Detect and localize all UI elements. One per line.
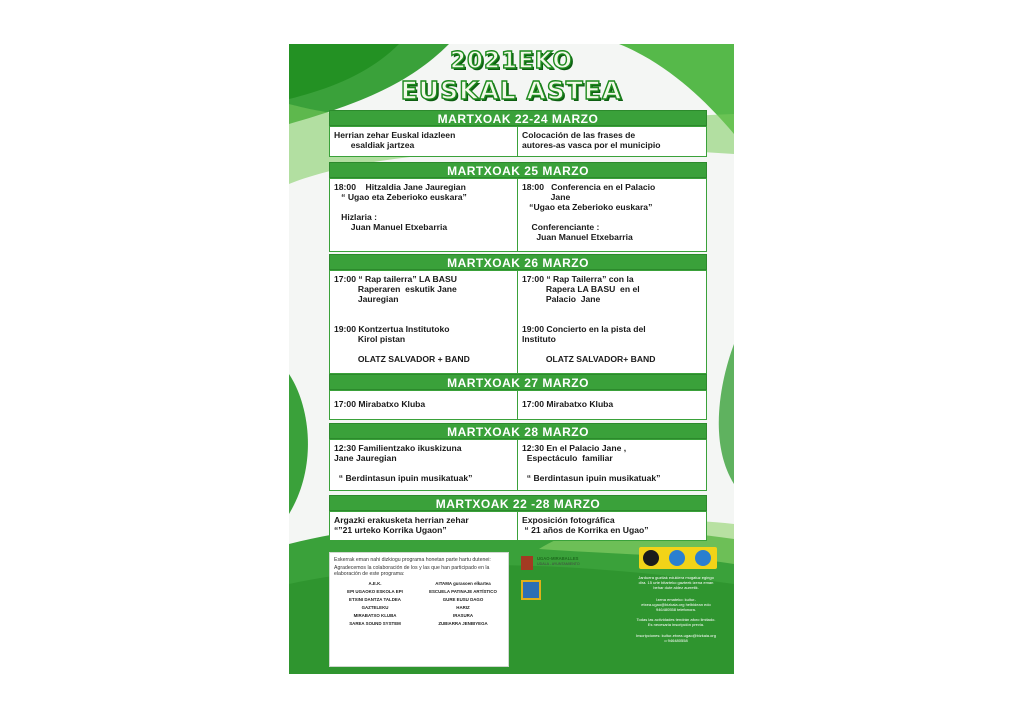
event-line: Juan Manuel Etxebarria	[522, 232, 633, 242]
notice-contact-es: Inscripciones: kultur-etxea.ugao@bizkaia.org o 946480558	[636, 633, 716, 643]
collaborators-list	[334, 581, 504, 626]
event-line: Raperaren eskutik Jane	[334, 284, 457, 294]
collaborator: EPI UGAOKO ESKOLA EPI	[347, 589, 403, 594]
event-line: 12:30 En el Palacio Jane ,	[522, 443, 627, 453]
day-header: MARTXOAK 22 -28 MARZO	[329, 495, 707, 511]
event-line: “Ugao eta Zeberioko euskara”	[522, 202, 653, 212]
collaborator: SAREA SOUND SYSTEM	[349, 621, 401, 626]
sponsor-logos	[521, 554, 593, 610]
collaborator: ETXINI DANTZA TALDEA	[349, 597, 401, 602]
safety-pictograms	[639, 547, 717, 569]
event-line: “”21 urteko Korrika Ugaon”	[334, 525, 447, 535]
collaborator: ZUBIARRA JENBIYEGA	[438, 621, 488, 626]
poster-title-year: 2021EKO	[449, 48, 574, 74]
event-line: 17:00 “ Rap Tailerra” con la	[522, 274, 634, 284]
event-line: Instituto	[522, 334, 556, 344]
event-basque	[330, 391, 518, 419]
event-row	[329, 511, 707, 541]
event-line: 17:00 Mirabatxo Kluba	[522, 399, 614, 409]
event-line: 18:00 Conferencia en el Palacio	[522, 182, 656, 192]
event-line: Espectáculo familiar	[522, 453, 613, 463]
event-line: “ Berdintasun ipuin musikatuak”	[334, 473, 473, 483]
event-line: 17:00 Mirabatxo Kluba	[334, 399, 426, 409]
event-row	[329, 178, 707, 252]
event-spanish	[518, 127, 706, 156]
covid-notice	[629, 547, 717, 667]
notice-text-eu: Jarduera guztiak edukiera mugatuz egingo dira. 15 urte bitarteko gazteek izena eman behar dute aldez aurretik.	[638, 575, 714, 590]
poster-title: EUSKAL ASTEA	[400, 76, 623, 105]
event-line: Argazki erakusketa herrian zehar	[334, 515, 469, 525]
hand-wash-icon	[669, 550, 685, 566]
event-line: 17:00 “ Rap tailerra” LA BASU	[334, 274, 457, 284]
event-line: Herrian zehar Euskal idazleen	[334, 130, 456, 140]
event-spanish	[518, 512, 706, 540]
council-subtitle: UDALA - AYUNTAMIENTO	[537, 562, 580, 566]
council-name: UGAO-MIRABALLES	[537, 556, 579, 561]
event-spanish	[518, 391, 706, 419]
collaborator: A.E.K.	[368, 581, 382, 586]
event-row	[329, 439, 707, 491]
partner-logo	[521, 580, 541, 600]
event-line: Jauregian	[334, 294, 399, 304]
event-basque	[330, 440, 518, 490]
event-line: 19:00 Concierto en la pista del	[522, 324, 646, 334]
event-basque	[330, 179, 518, 251]
notice-text-es: Todas las actividades tendrán aforo limitado. Es necesaria inscripción previa.	[636, 617, 716, 627]
event-line: Conferenciante :	[522, 222, 600, 232]
day-header: MARTXOAK 26 MARZO	[329, 254, 707, 270]
event-row	[329, 270, 707, 374]
event-line: “ Ugao eta Zeberioko euskara”	[334, 192, 467, 202]
event-line: Jane Jauregian	[334, 453, 397, 463]
event-line: “ 21 años de Korrika en Ugao”	[522, 525, 649, 535]
event-line: Exposición fotográfica	[522, 515, 615, 525]
collaborator: IRASURA	[452, 613, 473, 618]
event-poster	[289, 44, 734, 674]
event-spanish	[518, 440, 706, 490]
event-row	[329, 390, 707, 420]
event-line: OLATZ SALVADOR+ BAND	[522, 354, 656, 364]
collaborator: MIRABATXO KLUBA	[353, 613, 397, 618]
day-header: MARTXOAK 28 MARZO	[329, 423, 707, 439]
day-header: MARTXOAK 25 MARZO	[329, 162, 707, 178]
day-header: MARTXOAK 22-24 MARZO	[329, 110, 707, 126]
event-basque	[330, 512, 518, 540]
event-line: Jane	[522, 192, 571, 202]
collaborator: GAZTELEKU	[361, 605, 389, 610]
collaborator: AITAMA gurasoen elkartea	[435, 581, 491, 586]
distance-icon	[695, 550, 711, 566]
collaborator: GURE EUSU DAGO	[442, 597, 484, 602]
day-header: MARTXOAK 27 MARZO	[329, 374, 707, 390]
event-spanish	[518, 179, 706, 251]
event-line: 19:00 Kontzertua Institutoko	[334, 324, 450, 334]
collaborator: ESCUELA PATINAJE ARTÍSTICO	[429, 589, 497, 594]
acknowledgements-box	[329, 552, 509, 667]
event-line: OLATZ SALVADOR + BAND	[334, 354, 470, 364]
event-line: Colocación de las frases de	[522, 130, 636, 140]
event-line: Juan Manuel Etxebarria	[334, 222, 448, 232]
notice-contact-eu: Izena emateko: kultur-etxea.ugao@bizkaia.org helbidean edo 946480558 telefonora.	[641, 597, 711, 612]
acknowledgements-intro-eu: Eskerrak eman nahi dizkiogu programa honetan parte hartu dutenei:	[334, 557, 491, 563]
event-line: “ Berdintasun ipuin musikatuak”	[522, 473, 661, 483]
mask-icon	[643, 550, 659, 566]
event-row	[329, 126, 707, 157]
event-line: 18:00 Hitzaldia Jane Jauregian	[334, 182, 466, 192]
event-line: Palacio Jane	[522, 294, 601, 304]
event-line: autores-as vasca por el municipio	[522, 140, 661, 150]
event-line: Kirol pistan	[334, 334, 406, 344]
event-basque	[330, 127, 518, 156]
event-line: esaldiak jartzea	[334, 140, 415, 150]
event-line: Rapera LA BASU en el	[522, 284, 640, 294]
collaborator: HARIZ	[456, 605, 470, 610]
coat-of-arms-icon	[521, 556, 533, 570]
event-line: Hizlaria :	[334, 212, 377, 222]
event-basque	[330, 271, 518, 373]
event-line: 12:30 Familientzako ikuskizuna	[334, 443, 462, 453]
event-spanish	[518, 271, 706, 373]
acknowledgements-intro-es: Agradecemos la colaboración de los y las que han participado en la elaboración de este programa:	[334, 565, 490, 577]
